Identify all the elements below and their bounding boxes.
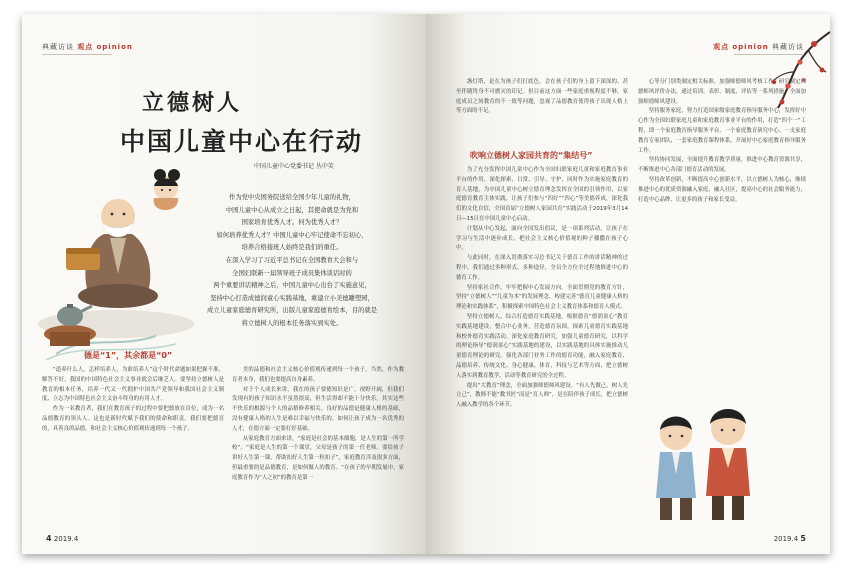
paragraph: 盏灯塔，是在为孩子们打底色，会在孩子们的身上留下深深的、甚至伴随终身不可磨灭的印记。但目前这方面一些家庭重视程度不够，家庭成员之间教育的不一致等问题，忽视了品德教育使得孩子出现人格上等方面的不足。 xyxy=(456,79,628,115)
intro-line: 中国儿童中心从成立之日起，其使命就是为党和 xyxy=(225,206,359,214)
paragraph: 心等分门别类制定相关标准，加强师德师风考核工作，研究制定师德师风评价办法，通过培训、表彰、制度、评估等一系列措施，全面加强师德师风建设。 xyxy=(638,79,806,105)
right-header-section: 典藏访谈 xyxy=(772,43,804,51)
right-page-number xyxy=(774,534,806,543)
paragraph: 为了充分发挥中国儿童中心作为全国妇联家庭儿童和家庭教育事业平台的作用，深化探索、日常、引导、守护，同时作为实施家庭教育的育人基地，为中国儿童中心树立德育理念发挥在全国的引领作用，以家庭德育教育主体实践，让孩子们参与“四好”“四心”等美德养成，深化我们的文化自信，全国首届“立德树人家园共育”实践活动于2019年3月14日—15日在中国儿童中心启动。 xyxy=(456,167,628,222)
paragraph: 坚持立德树人，综合打造德育实践基地，根据德育“德润童心”教育实践基地建设，整合中心业务，营造德育氛围，探索儿童德育实践基地和校外德育实践活动，深化家庭教育研究，加强儿童德育研究，以科学的理论指导“德润童心”实践基地的建设，以实践基地的具体实施推动儿童德育理论的研究。强化各部门业务工作的德育功能，融入家庭教育、品德培养、传统文化、身心健康、体育、科技与艺术等方面，把立德树人落实到教育教学、活动等教育研究的全过程。 xyxy=(456,313,628,379)
two-children-illustration xyxy=(636,394,766,534)
intro-line: 两个重要讲话精神之后，中国儿童中心出台了实施意见， xyxy=(213,282,371,290)
intro-line: 国家培育优秀人才。何为优秀人才？ xyxy=(241,219,343,227)
right-column-1-top xyxy=(456,78,628,144)
paragraph: 从家庭教育方面来讲，“家庭是社会的基本细胞，是人生的第一所学校”。“家庭是人生的第一个课堂，父母是孩子的第一任老师。要给孩子讲好人生第一课，帮助扣好人生第一粒扣子”，家庭教育涉及很多方面，但最重要的是品德教育，是如何做人的教育。“在孩子的早期发展中，家庭教育作为“人之初”的教育是第一 xyxy=(232,435,404,481)
article-intro xyxy=(192,192,392,331)
right-header-rule xyxy=(734,54,804,55)
paragraph: 计划从中心发起，面向全国发出倡议，是一项系列活动，让孩子在学习与生活中逐步成长，把社会主义核心价值观的种子播撒在孩子心中。 xyxy=(456,225,628,252)
paragraph: 对于个人成长来讲，我在的孩子要德知识是广，视野开阔，但我们发现有的孩子知识水平虽然很高，但生活得却不能十分快乐。其实这些不快乐的根源与个人的品格修养相关。良好的品德是健康人格的基础，没有健康人格的人生是难以幸福与快乐的。如何让孩子成为一名优秀的人才，在德方面一定要打好基础。 xyxy=(232,386,404,432)
article-title-line1: 立德树人 xyxy=(142,90,243,116)
paragraph: 坚持家社合作，牢牢把握中心发展方向。全面贯彻党的教育方针，坚持“立德树人”“儿童为本”的发展理念，构建完善“德育儿童健康人格的理论和实践体系”，积极探索中国特色社会主义教育体系和德育人模式。 xyxy=(456,284,628,311)
left-header-rule xyxy=(42,54,112,55)
left-page-number xyxy=(46,534,78,543)
right-issue: 2019.4 xyxy=(773,535,799,543)
paragraph: 坚持改革创新，不断提高中心创新水平，以立德树人为核心，继续推进中心的优质资源融入家庭、融入社区，提高中心的社会服务能力，打造中心品牌，让更多的孩子和家长受益。 xyxy=(638,176,806,203)
intro-line: 成立儿童家庭德育研究所，出版儿童家庭德育绘本，目的就是 xyxy=(206,307,377,315)
article-title-line2: 中国儿童中心在行动 xyxy=(120,127,364,156)
right-running-header xyxy=(713,42,804,52)
paragraph: 作为一名教育者，我们在教育孩子的过程中要把德放在首位，成为一名品德教育的领头人。这也是新时代赋予我们的使命和职责。我们要把德育的，具善良的品德，和社会主义核心价值观传递到每一个孩子。 xyxy=(42,406,224,432)
left-running-header xyxy=(42,42,133,52)
magazine-spread xyxy=(22,14,830,554)
left-header-label-en: opinion xyxy=(96,43,133,51)
left-page-num: 4 xyxy=(46,534,52,543)
paragraph: 提出“大教育”理念，全面加强师德师风建设。“有人先做己，树人先立己”，教师不能“教书匠”而是“育人师”，是在陪伴孩子成长，把立德树人融入教学的各个环节。 xyxy=(456,382,628,409)
left-column-1 xyxy=(42,366,224,528)
right-column-2 xyxy=(638,78,806,388)
right-header-label: 观点 xyxy=(713,43,730,51)
right-column-1 xyxy=(456,166,628,528)
grandfather-child-illustration xyxy=(36,164,196,364)
paragraph: 美的品德和社会主义核心价值观传递到每一个孩子。当然，作为教育者本身，我们也要提高自身素养。 xyxy=(232,367,404,383)
right-header-label-en: opinion xyxy=(732,43,769,51)
intro-line: 作为党中央国务院送给全国少年儿童的礼物， xyxy=(229,194,355,201)
right-page xyxy=(426,14,830,554)
section1-heading: 德是“1”，其余都是“0” xyxy=(84,351,173,360)
left-header-section: 典藏访谈 xyxy=(42,43,74,51)
left-issue: 2019.4 xyxy=(53,535,79,543)
intro-line: 全国妇联新一届领导班子成员集体谈话时的 xyxy=(232,269,352,277)
left-column-2 xyxy=(232,366,404,528)
intro-line: 如何培养优秀人才？中国儿童中心牢记使命不忘初心， xyxy=(216,231,368,239)
section2-heading: 吹响立德树人家园共育的“集结号” xyxy=(470,151,593,160)
right-page-num: 5 xyxy=(800,534,806,543)
intro-line: 在深入学习了习近平总书记在全国教育大会和与 xyxy=(225,256,359,264)
paragraph: 与此同时，在深入贯彻落实习总书记关于德育工作的讲话精神的过程中，我们通过多种形式、多种途径，全员全方位全过程地推进中心的德育工作。 xyxy=(456,255,628,281)
intro-line: 培养合格接班人始终是我们的重任。 xyxy=(241,244,343,252)
intro-line: 将立德树人的根本任务落实到实处。 xyxy=(241,319,343,327)
article-author: 中国儿童中心党委书记 丛中笑 xyxy=(254,163,334,170)
paragraph: 坚持服务家庭，努力打造国家级家庭教育指导服务中心，发挥好中心作为全国妇联家庭儿童和家庭教育事业平台的作用，打造“四个一”工程，即一个家庭教育指导服务平台、一个家庭教育研究中心、一支家庭教育专家团队、一套家庭教育课程体系，开展好中心家庭教育指导服务工作。 xyxy=(638,108,806,154)
intro-line: 坚持中心打造成德润童心实践基地，重建立小美德雕塑园， xyxy=(210,294,374,302)
left-header-label: 观点 xyxy=(77,43,94,51)
paragraph: “道养什么人，怎样培养人，为谁培养人”这个时代命题如果把握不准，解答不好，我国的中国特色社会主义事业就会后继乏人。要坚持立德树人是教育的根本任务，培养一代又一代拥护中国共产党领导和我国社会主义制度、立志为中国特色社会主义奋斗终身的有用人才。 xyxy=(42,367,224,403)
paragraph: 坚持协同发展，全面提升教育教学质量。推进中心教育资源共享，不断推进中心各部门德育活动的发展。 xyxy=(638,157,806,174)
left-page xyxy=(22,14,426,554)
